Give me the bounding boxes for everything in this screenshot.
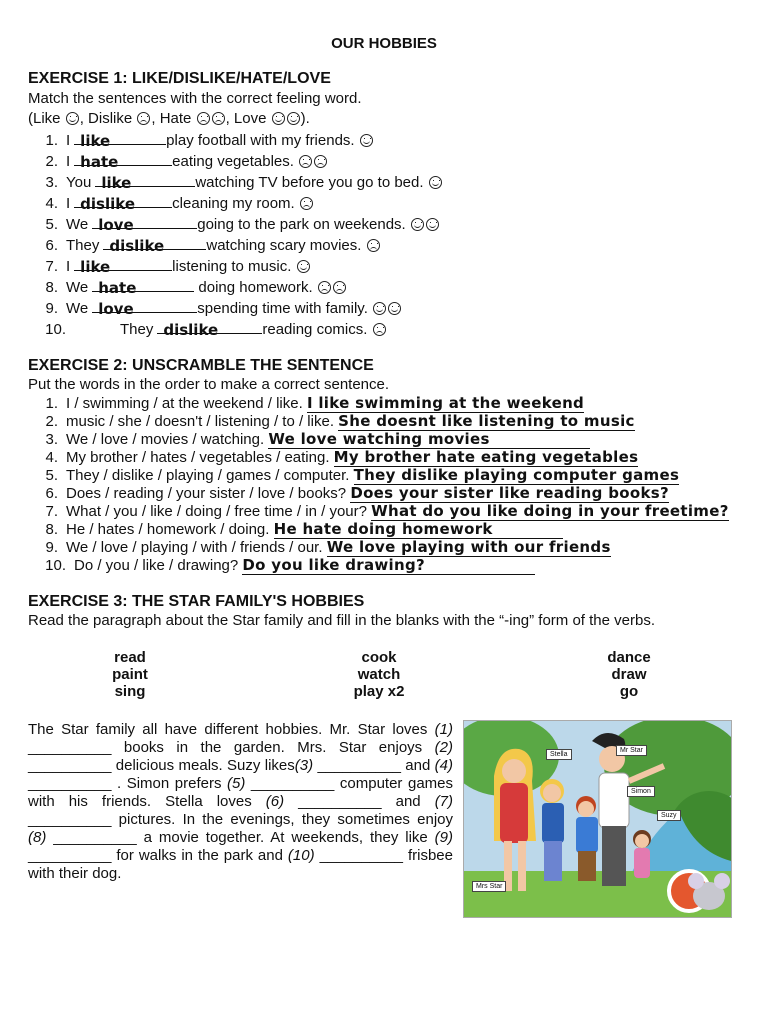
blank-number: (6) xyxy=(265,793,285,810)
exercise1-heading: EXERCISE 1: LIKE/DISLIKE/HATE/LOVE xyxy=(28,70,331,87)
scrambled-prompt: My brother / hates / vegetables / eating. xyxy=(66,449,330,466)
blank-number: (7) xyxy=(434,793,454,810)
item-number: 1. xyxy=(45,395,58,412)
item-number: 4. xyxy=(45,449,58,466)
answer-blank[interactable] xyxy=(74,193,172,213)
happy-face-icon xyxy=(360,134,373,147)
scrambled-prompt: I / swimming / at the weekend / like. xyxy=(66,395,303,412)
picture-label-stella: Stella xyxy=(546,749,572,760)
answer-line[interactable] xyxy=(338,413,635,431)
word-bank-item: dance xyxy=(607,649,651,666)
item-number: 5. xyxy=(45,216,58,233)
item-rest: cleaning my room. xyxy=(172,195,295,212)
item-number: 6. xyxy=(45,485,58,502)
scrambled-prompt: He / hates / homework / doing. xyxy=(66,521,270,538)
answer-line[interactable] xyxy=(242,557,535,575)
answer-text: like xyxy=(80,132,111,150)
legend-like-label: (Like xyxy=(28,110,61,127)
answer-text: We love playing with our friends xyxy=(326,538,611,556)
answer-text: My brother hate eating vegetables xyxy=(333,448,639,466)
answer-text: hate xyxy=(80,153,119,171)
word-bank-item: go xyxy=(619,683,639,700)
exercise1-item xyxy=(40,172,443,191)
paragraph-text: __________ for walks in the park and xyxy=(28,847,283,864)
item-number: 2. xyxy=(45,153,58,170)
item-number: 9. xyxy=(45,300,58,317)
paragraph-text: __________ and xyxy=(317,757,431,774)
item-number: 1. xyxy=(45,132,58,149)
answer-line[interactable] xyxy=(307,395,584,413)
item-rest: eating vegetables. xyxy=(172,153,294,170)
star-family-paragraph xyxy=(28,721,453,883)
sad-face-icon xyxy=(137,112,150,125)
blank-number: (3) xyxy=(294,757,314,774)
sad-face-icon xyxy=(212,112,225,125)
item-rest: listening to music. xyxy=(172,258,292,275)
blank-number: (8) xyxy=(28,829,47,846)
paragraph-text: __________ books in the garden. Mrs. Star enjoys xyxy=(28,739,423,756)
item-subject: You xyxy=(66,174,92,191)
sad-face-icon xyxy=(373,323,386,336)
answer-line[interactable] xyxy=(354,467,680,485)
happy-face-icon xyxy=(388,302,401,315)
item-number: 8. xyxy=(45,279,58,296)
item-rest: doing homework. xyxy=(194,279,313,296)
item-subject: We xyxy=(66,300,89,317)
item-rest: going to the park on weekends. xyxy=(197,216,406,233)
word-bank-column-2 xyxy=(309,649,449,700)
sad-face-icon xyxy=(197,112,210,125)
item-subject: We xyxy=(66,279,89,296)
answer-text: They dislike playing computer games xyxy=(353,466,680,484)
exercise1-item xyxy=(40,214,440,233)
item-rest: play football with my friends. xyxy=(166,132,355,149)
item-number: 2. xyxy=(45,413,58,430)
answer-blank[interactable] xyxy=(103,235,206,255)
scrambled-prompt: music / she / doesn't / listening / to / like. xyxy=(66,413,334,430)
item-number: 4. xyxy=(45,195,58,212)
exercise3-instruction: Read the paragraph about the Star family and fill in the blanks with the “-ing” form of the verbs. xyxy=(28,612,655,629)
item-number: 7. xyxy=(45,503,58,520)
item-number: 3. xyxy=(45,174,58,191)
answer-text: He hate doing homework xyxy=(273,520,493,538)
item-subject: I xyxy=(66,132,71,149)
paragraph-text: __________ frisbee with their dog. xyxy=(28,847,453,882)
sad-face-icon xyxy=(367,239,380,252)
scrambled-prompt: We / love / playing / with / friends / our. xyxy=(66,539,323,556)
answer-blank[interactable] xyxy=(74,256,172,276)
item-subject: We xyxy=(66,216,89,233)
exercise1-item xyxy=(40,235,381,254)
exercise2-item xyxy=(40,430,590,448)
scrambled-prompt: What / you / like / doing / free time / in / your? xyxy=(66,503,367,520)
item-subject: I xyxy=(66,258,71,275)
star-family-illustration xyxy=(463,720,732,918)
answer-blank[interactable] xyxy=(92,277,194,297)
item-number: 10. xyxy=(45,321,66,338)
happy-face-icon xyxy=(426,218,439,231)
scrambled-prompt: They / dislike / playing / games / computer. xyxy=(66,467,350,484)
word-bank-item: watch xyxy=(357,666,401,683)
exercise1-item xyxy=(40,319,387,338)
paragraph-text: __________ computer games with his friends. Stella loves xyxy=(28,775,454,810)
picture-label-suzy: Suzy xyxy=(657,810,681,821)
exercise1-item xyxy=(40,277,347,296)
word-bank-item: play x2 xyxy=(353,683,405,700)
item-subject: I xyxy=(66,153,71,170)
answer-line[interactable] xyxy=(371,503,729,521)
exercise2-item xyxy=(40,556,535,574)
sad-face-icon xyxy=(300,197,313,210)
page-title: OUR HOBBIES xyxy=(331,35,437,52)
word-bank-item: sing xyxy=(114,683,146,700)
exercise2-item xyxy=(40,412,635,430)
answer-blank[interactable] xyxy=(92,214,197,234)
answer-text: dislike xyxy=(80,195,136,213)
item-number: 9. xyxy=(45,539,58,556)
exercise1-item xyxy=(40,256,311,275)
happy-face-icon xyxy=(429,176,442,189)
blank-number: (5) xyxy=(227,775,246,792)
item-subject: I xyxy=(66,195,71,212)
blank-number: (10) xyxy=(287,847,315,864)
legend-hate-label: , Hate xyxy=(151,110,192,127)
answer-line[interactable] xyxy=(327,539,611,557)
happy-face-icon xyxy=(272,112,285,125)
exercise1-item xyxy=(40,193,314,212)
answer-text: Do you like drawing? xyxy=(242,556,426,574)
scrambled-prompt: Does / reading / your sister / love / books? xyxy=(66,485,347,502)
sad-face-icon xyxy=(299,155,312,168)
word-bank-item: draw xyxy=(611,666,647,683)
exercise1-instruction: Match the sentences with the correct feeling word. xyxy=(28,90,362,107)
scrambled-prompt: We / love / movies / watching. xyxy=(66,431,265,448)
sad-face-icon xyxy=(318,281,331,294)
answer-line[interactable] xyxy=(268,431,589,449)
blank-number: (4) xyxy=(434,757,454,774)
item-rest: watching TV before you go to bed. xyxy=(195,174,424,191)
exercise2-item xyxy=(40,538,611,556)
answer-blank[interactable] xyxy=(74,151,172,171)
answer-text: We love watching movies xyxy=(268,430,490,448)
item-number: 10. xyxy=(45,557,66,574)
answer-text: She doesnt like listening to music xyxy=(338,412,635,430)
item-subject: They xyxy=(66,237,100,254)
paragraph-text: The Star family all have different hobbies. Mr. Star loves xyxy=(28,721,428,738)
picture-label-simon: Simon xyxy=(627,786,655,797)
blank-number: (2) xyxy=(434,739,453,756)
paragraph-text: __________ a movie together. At weekends, they like xyxy=(53,829,428,846)
exercise2-item xyxy=(40,448,638,466)
answer-line[interactable] xyxy=(350,485,669,503)
paragraph-text: __________ delicious meals. Suzy likes xyxy=(28,757,295,774)
answer-text: like xyxy=(80,258,111,276)
exercise3-heading: EXERCISE 3: THE STAR FAMILY'S HOBBIES xyxy=(28,593,365,610)
exercise2-item xyxy=(40,466,679,484)
item-number: 5. xyxy=(45,467,58,484)
happy-face-icon xyxy=(287,112,300,125)
exercise2-instruction: Put the words in the order to make a correct sentence. xyxy=(28,376,390,393)
blank-number: (1) xyxy=(434,721,453,738)
sad-face-icon xyxy=(314,155,327,168)
answer-text: dislike xyxy=(109,237,165,255)
sad-face-icon xyxy=(333,281,346,294)
item-number: 6. xyxy=(45,237,58,254)
blank-number: (9) xyxy=(434,829,454,846)
paragraph-text: __________ pictures. In the evenings, they sometimes enjoy xyxy=(28,811,453,828)
legend-love-label: , Love xyxy=(225,110,267,127)
word-bank-item: cook xyxy=(361,649,397,666)
item-number: 3. xyxy=(45,431,58,448)
exercise2-item xyxy=(40,484,669,502)
word-bank-item: paint xyxy=(112,666,148,683)
exercise1-item xyxy=(40,130,374,149)
happy-face-icon xyxy=(66,112,79,125)
legend-dislike-label: , Dislike xyxy=(79,110,133,127)
answer-blank[interactable] xyxy=(74,130,166,150)
answer-blank[interactable] xyxy=(92,298,197,318)
item-subject: They xyxy=(120,321,154,338)
answer-text: I like swimming at the weekend xyxy=(306,394,585,412)
item-number: 7. xyxy=(45,258,58,275)
legend-close: ). xyxy=(300,110,310,127)
answer-blank[interactable] xyxy=(157,319,262,339)
paragraph-text: __________ and xyxy=(298,793,421,810)
exercise1-item xyxy=(40,151,328,170)
exercise2-item xyxy=(40,502,729,520)
happy-face-icon xyxy=(297,260,310,273)
picture-label-mr-star: Mr Star xyxy=(616,745,647,756)
answer-text: Does your sister like reading books? xyxy=(350,484,669,502)
happy-face-icon xyxy=(373,302,386,315)
word-bank-column-1 xyxy=(60,649,200,700)
exercise1-item xyxy=(40,298,402,317)
paragraph-text: __________ . Simon prefers xyxy=(28,775,222,792)
answer-line[interactable] xyxy=(274,521,563,539)
word-bank-column-3 xyxy=(559,649,699,700)
answer-text: dislike xyxy=(163,321,219,339)
item-rest: spending time with family. xyxy=(197,300,368,317)
exercise2-heading: EXERCISE 2: UNSCRAMBLE THE SENTENCE xyxy=(28,357,374,374)
item-rest: reading comics. xyxy=(262,321,368,338)
scrambled-prompt: Do / you / like / drawing? xyxy=(74,557,239,574)
exercise2-item xyxy=(40,394,584,412)
answer-text: like xyxy=(101,174,132,192)
item-rest: watching scary movies. xyxy=(206,237,362,254)
answer-text: love xyxy=(98,216,134,234)
answer-line[interactable] xyxy=(334,449,639,467)
answer-blank[interactable] xyxy=(95,172,195,192)
answer-text: love xyxy=(98,300,134,318)
happy-face-icon xyxy=(411,218,424,231)
picture-label-mrs-star: Mrs Star xyxy=(472,881,506,892)
word-bank-item: read xyxy=(114,649,146,666)
exercise2-item xyxy=(40,520,563,538)
exercise1-legend xyxy=(28,110,310,127)
answer-text: hate xyxy=(98,279,137,297)
item-number: 8. xyxy=(45,521,58,538)
answer-text: What do you like doing in your freetime? xyxy=(371,502,729,520)
